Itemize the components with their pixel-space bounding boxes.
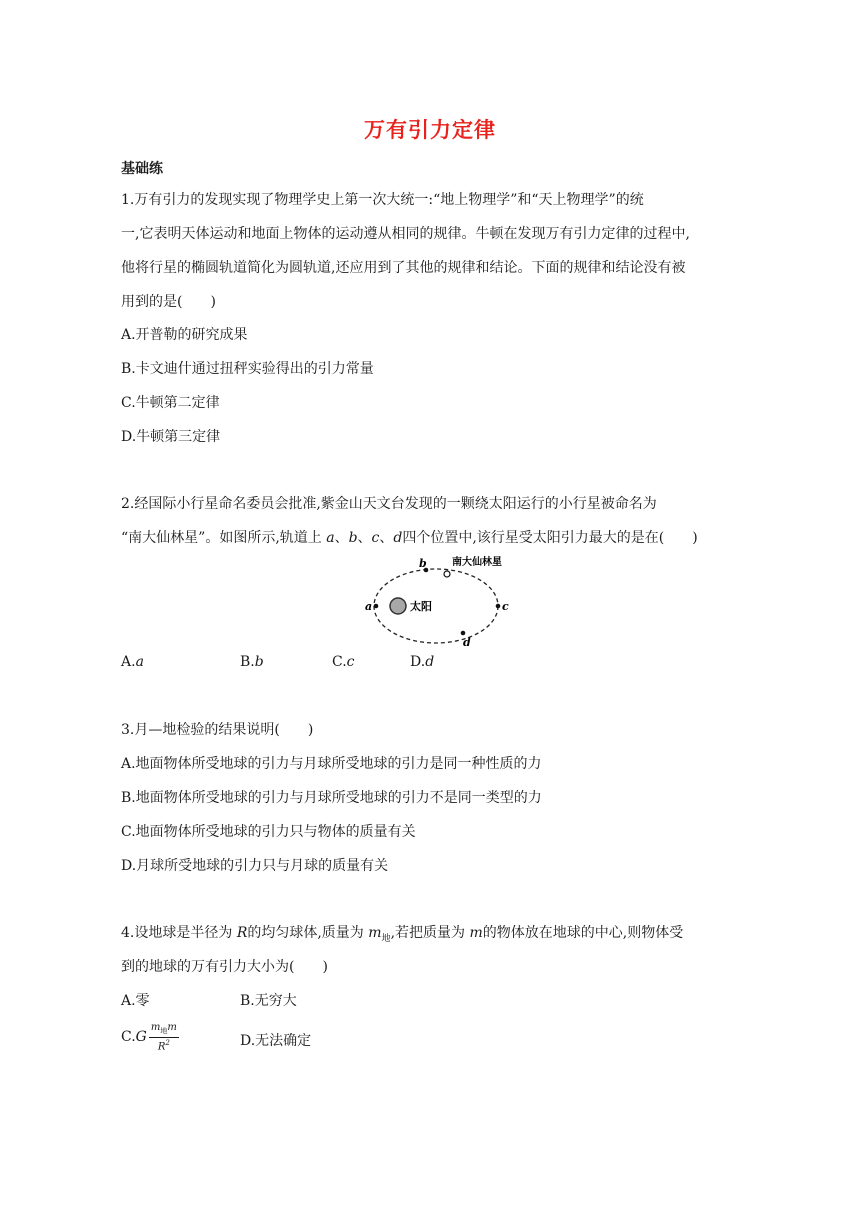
q2-stem-line-1: 2.经国际小行星命名委员会批准,紫金山天文台发现的一颗绕太阳运行的小行星被命名为 [121, 496, 657, 512]
q1-stem-line-3: 他将行星的椭圆轨道简化为圆轨道,还应用到了其他的规律和结论。下面的规律和结论没有被 [121, 260, 686, 276]
point-c-label: c [502, 600, 509, 613]
q3-option-b: B.地面物体所受地球的引力与月球所受地球的引力不是同一类型的力 [121, 790, 542, 806]
q1-stem-line-1: 1.万有引力的发现实现了物理学史上第一次大统一:“地上物理学”和“天上物理学”的统 [121, 192, 644, 208]
q4-stem-line-1: 4.设地球是半径为 R的均匀球体,质量为 $m_地$,若把质量为 m的物体放在地球的中心,则物体受 [121, 925, 684, 944]
point-d-label: d [463, 636, 471, 649]
q4-stem-line-2: 到的地球的万有引力大小为( ) [121, 959, 328, 975]
page-title: 万有引力定律 [364, 118, 496, 142]
q2-option-a: A.a [121, 654, 144, 670]
q4-option-a: A.零 [121, 993, 150, 1009]
point-a-label: a [365, 600, 373, 613]
q4-option-b: B.无穷大 [240, 993, 297, 1009]
asteroid-label: 南大仙林星 [452, 557, 502, 568]
point-d [461, 631, 466, 636]
gravity-formula: $\frac{m_地m}{R^2}$ [150, 1022, 177, 1053]
q1-option-d: D.牛顿第三定律 [121, 429, 221, 445]
q3-option-a: A.地面物体所受地球的引力与月球所受地球的引力是同一种性质的力 [121, 756, 542, 772]
q1-option-b: B.卡文迪什通过扭秤实验得出的引力常量 [121, 361, 374, 377]
orbit-diagram [356, 553, 516, 649]
q2-option-d: D.d [410, 654, 435, 670]
point-b-label: b [419, 557, 427, 570]
sun-circle [390, 598, 406, 614]
sun-label: 太阳 [410, 600, 432, 613]
q4-option-c: C.G $\frac{m_地m}{R^2}$ [121, 1022, 177, 1053]
q3-option-c: C.地面物体所受地球的引力只与物体的质量有关 [121, 824, 416, 840]
q2-option-b: B.b [240, 654, 264, 670]
q1-stem-line-2: 一,它表明天体运动和地面上物体的运动遵从相同的规律。牛顿在发现万有引力定律的过程中, [121, 226, 690, 242]
section-heading: 基础练 [121, 161, 163, 177]
q1-option-c: C.牛顿第二定律 [121, 395, 220, 411]
q3-stem: 3.月—地检验的结果说明( ) [121, 722, 314, 738]
q4-option-d: D.无法确定 [240, 1033, 312, 1049]
point-c [496, 604, 501, 609]
point-a [374, 604, 379, 609]
q2-option-c: C.c [332, 654, 355, 670]
q1-stem-line-4: 用到的是( ) [121, 294, 216, 310]
q3-option-d: D.月球所受地球的引力只与月球的质量有关 [121, 858, 389, 874]
asteroid-marker [444, 571, 450, 577]
q2-stem-line-2: “南大仙林星”。如图所示,轨道上 a、b、c、d四个位置中,该行星受太阳引力最大的是在( ) [121, 530, 698, 546]
q1-option-a: A.开普勒的研究成果 [121, 327, 248, 343]
